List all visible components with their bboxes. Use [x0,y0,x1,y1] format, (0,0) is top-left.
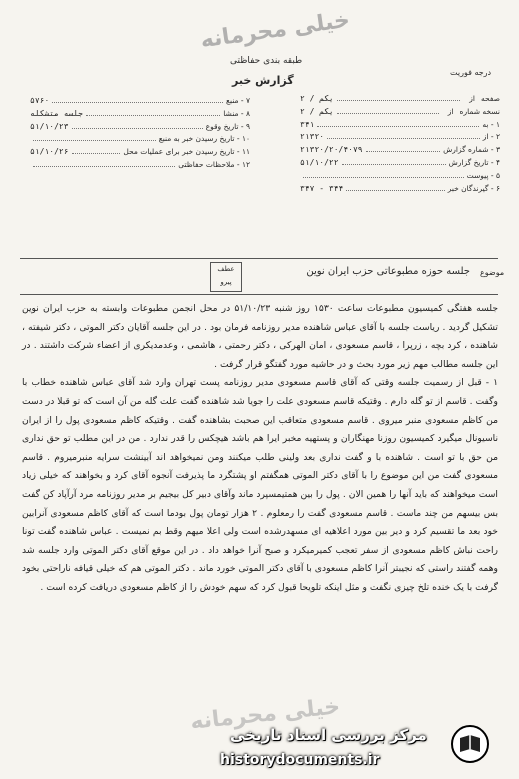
meta-left-column [30,96,250,173]
meta-left-row [30,160,250,173]
urgency-grade-label: درجه فوریت [450,68,492,77]
reference-box-bottom: پیرو [220,278,232,286]
meta-left-value: ۵۱/۱۰/۲۳ [30,121,69,131]
meta-left-value: جلسه متشکله [30,108,83,118]
meta-right-label: نسخه شماره [459,106,500,116]
meta-left-label: ۸ - منشا [223,108,250,118]
dotted-line [86,109,220,116]
meta-right-row [300,94,500,107]
dotted-line [342,158,446,165]
report-body [22,300,498,598]
meta-right-value: یکم / ۲ [300,94,334,103]
reference-box-top: عطف [217,265,235,273]
dotted-line [366,145,440,152]
meta-right-label: ۴ - تاریخ گزارش [448,157,500,167]
meta-left-label: ۹ - تاریخ وقوع [205,121,250,131]
meta-right-label: صفحه [480,94,500,103]
subject-label: موضوع [480,268,505,277]
dotted-line [72,147,121,154]
meta-left-value: ۵۷۶۰ [30,96,50,105]
classification-stamp-top: خیلی محرمانه [198,7,352,54]
meta-right-row [300,158,500,171]
header-title: گزارش خبر [232,74,294,87]
dotted-line [346,184,444,191]
dotted-line [72,122,203,129]
meta-left-label: ۱۲ - ملاحظات حفاظتی [178,159,250,169]
meta-right-value: یکم / ۲ [300,106,334,116]
meta-left-row [30,134,250,147]
meta-right-value: ۲۱۳۲۰ [300,132,325,142]
dotted-line [337,94,461,101]
meta-left-label: ۱۱ - تاریخ رسیدن خبر برای عملیات محل [123,147,250,157]
meta-right-label: ۶ - گیرندگان خبر [447,183,500,193]
meta-right-label: ۲ - از [482,132,500,142]
meta-right-value: ۲۱۳۲۰/۲۰/۴۰۷۹ [300,145,363,155]
meta-right-row [300,184,500,197]
meta-right-label: ۵ - پیوست [466,170,500,180]
meta-left-row [30,147,250,160]
meta-right-row [300,107,500,120]
meta-right-mid: از [447,106,454,116]
meta-left-label: ۱۰ - تاریخ رسیدن خبر به منبع [158,134,250,144]
meta-left-label: ۷ - منبع [225,96,250,105]
dotted-line [33,134,156,141]
subject-text: جلسه حوزه مطبوعاتی حزب ایران نوین [306,266,470,277]
book-icon [450,724,490,764]
meta-left-value: ۵۱/۱۰/۲۶ [30,147,69,157]
dotted-line [303,171,464,178]
meta-right-value: ۳۴۱ [300,119,315,129]
divider [20,294,498,295]
meta-right-row [300,145,500,158]
dotted-line [327,132,480,139]
reference-box [210,262,242,292]
meta-right-value: ۳۴۴ - ۳۴۷ [300,183,344,193]
body-paragraph: ۱ - قبل از رسمیت جلسه وقتی که آقای قاسم مسعودی مدیر روزنامه پست تهران وارد شد آقای عباس شاهنده خطاب با وگفت . قاسم از تو گله دارم . وقتیکه قاسم مسعودی علت را جویا شد شاهنده گفت علت گله من آن است که تو قبلا در دست من کاظم مسعودی منبر میروی . قاسم مسعودی متعاقب این صحبت بشاهنده گفت . وقتیکه کاظم مسعودی پول را از ایران ناسیونال میگیرد کمیسیون روزنا مهنگاران و پستهیه مخبر ایرا هم باشد هیچکس را قدر ندارد . من در این مطلب تو حق نداری من حق با تو است . شاهنده با و گفت نداری بعد ولینی طلب میکنند ومن نمیخواهد اند آبینشت سرایه منبرمیروم . قاسم مسعودی گفت من این موضوع را با آقای دکتر الموتی همگفتم او پشتگرد ما پذیرفت آنجوه آقای کرد و بخواهند که خیلی زیاد است میخواهند که باید آنها را همین الان . پول را بین همتیمسپرد ماند وآقای دبیر کل بیجیم بر مدیر روزنامه مرد آرآپاد کن گفت بس بیسهم من چند ماست . قاسم مسعودی گفت را رمعلوم . ۲ هزار تومان پول بودما است که آقای کاظم مسعودی آنرابین خود بعد ما تقسیم کرد و دیر بین مورد اعلاهیه ای مسهدرشده است ولی اعلا میهم وقط بم نمیست . عباس شاهنده گفت تونا راحت نباش کاظم مسعودی از سفر تعجب کمیرمیکرد و صبح آنرا خواهد داد . در این موقع آقای دکتر الموتی وارد جلسه شد وهمه گفتند راستی که نجیبتر آنرا کاظم مسعودی با آقای دکتر الموتی خورد ماند . دکتر الموتی هم که خیلی قیافه ناراحتی بخود گرفت با یک خنده تلخ چیزی نگفت و مثل اینکه تلویحا قبول کرد که سهم خودش را از کاظم مسعودی دریافت کرده است . [22,377,498,593]
dotted-line [33,160,175,167]
dotted-line [52,96,223,103]
meta-right-row [300,132,500,145]
meta-right-label: ۱ - به [482,119,500,129]
meta-right-value: ۵۱/۱۰/۲۲ [300,157,339,167]
watermark-url: historydocuments.ir [220,752,380,768]
watermark [180,720,500,775]
dotted-line [317,120,479,127]
meta-right-row [300,120,500,133]
meta-right-mid: از [469,94,475,103]
meta-right-label: ۳ - شماره گزارش [443,145,500,155]
dotted-line [337,107,439,114]
body-paragraph: جلسه هفتگی کمیسیون مطبوعات ساعت ۱۵۳۰ روز شنبه ۵۱/۱۰/۲۳ در محل انجمن مطبوعات وابسته به حزب ایران نوین تشکیل گردید . ریاست جلسه با آقای عباس شاهنده مدیر روزنامه فرمان بود . در این جلسه آقایان دکتر الموتی ، دکتر شیفته ، شاهنده ، کرد بچه ، زرپرا ، قاسم مسعودی ، امان الهرکی ، دکتر رحمتی ، هاشمی ، وعدمدیکری از اعضاء شرکت داشتند . در این جلسه مطالب مهم زیر مورد بحث و در حاشیه مورد گفتگو قرار گرفت . [22,303,498,370]
meta-right-column [300,94,500,196]
meta-right-row [300,171,500,184]
meta-left-row [30,109,250,122]
watermark-title: مرکز بررسی اسناد تاریخی [230,726,427,744]
classification-stamp-bottom: خیلی محرمانه [189,694,342,735]
divider [20,258,498,259]
meta-left-row [30,96,250,109]
meta-left-row [30,122,250,135]
header-subtitle: طبقه بندی حفاظتی [230,56,303,66]
